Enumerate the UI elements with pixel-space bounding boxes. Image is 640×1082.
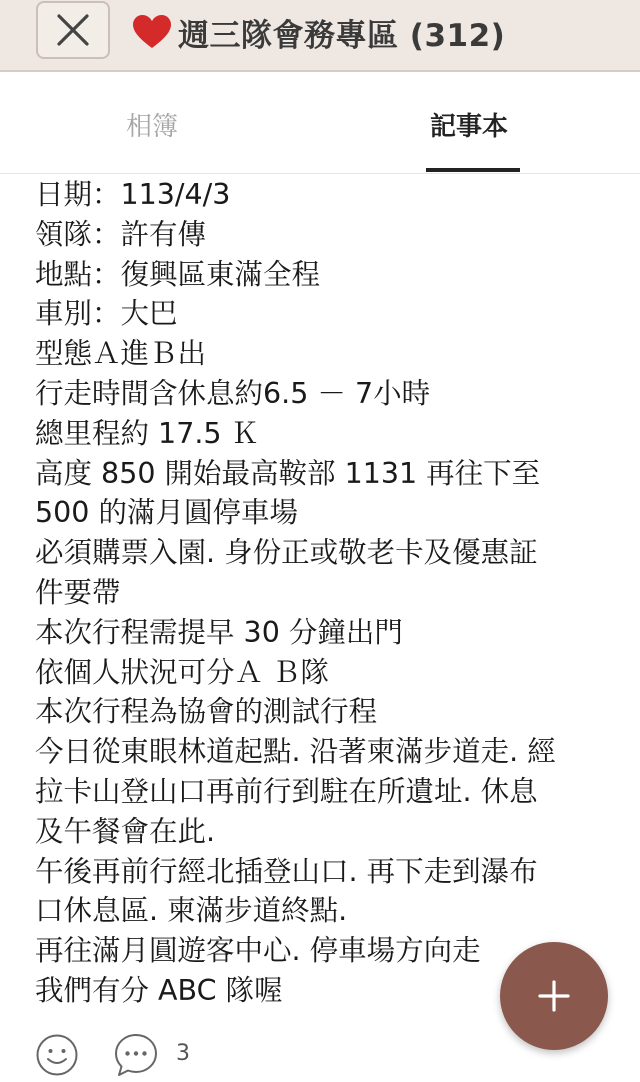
note-content <box>35 175 605 1011</box>
tab-bar <box>0 72 640 174</box>
note-line: 我們有分 ABC 隊喔 <box>35 973 283 1007</box>
header-bar <box>0 0 640 72</box>
note-line: 車別：大巴 <box>35 297 178 331</box>
note-line: 依個人狀況可分Ａ Ｂ隊 <box>35 655 330 689</box>
note-line: 型態Ａ進Ｂ出 <box>35 337 207 371</box>
note-line: 午後再前行經北插登山口. 再下走到瀑布 <box>35 854 538 888</box>
note-line: 拉卡山登山口再前行到駐在所遺址. 休息 <box>35 774 538 808</box>
page-title: 週三隊會務專區 (312) <box>178 17 506 54</box>
close-icon <box>56 13 90 47</box>
comment-count: 3 <box>176 1041 190 1066</box>
note-line: 本次行程需提早 30 分鐘出門 <box>35 615 403 649</box>
note-line: 再往滿月圓遊客中心. 停車場方向走 <box>35 934 481 968</box>
note-footer <box>0 1030 640 1082</box>
tab-album[interactable]: 相簿 <box>126 112 179 142</box>
heart-icon <box>132 14 172 50</box>
note-line: 500 的滿月圓停車場 <box>35 496 298 530</box>
note-line: 總里程約 17.5 Ｋ <box>35 416 260 450</box>
note-line: 行走時間含休息約6.5 － 7小時 <box>35 376 431 410</box>
title-group <box>132 10 505 54</box>
note-line: 領隊：許有傳 <box>35 217 207 251</box>
plus-icon <box>537 979 571 1013</box>
close-button[interactable] <box>36 1 110 59</box>
note-line: 地點：復興區東滿全程 <box>35 257 321 291</box>
note-line: 口休息區. 柬滿步道終點. <box>35 894 348 928</box>
smiley-icon[interactable] <box>35 1033 79 1077</box>
tab-notes[interactable]: 記事本 <box>430 112 509 142</box>
note-line: 本次行程為協會的測試行程 <box>35 695 378 729</box>
note-line: 高度 850 開始最高鞍部 1131 再往下至 <box>35 456 541 490</box>
note-line: 件要帶 <box>35 575 121 609</box>
note-line: 今日從東眼林道起點. 沿著柬滿步道走. 經 <box>35 735 556 769</box>
active-tab-indicator <box>426 168 520 172</box>
comment-icon[interactable] <box>113 1032 159 1078</box>
note-line: 日期：113/4/3 <box>35 178 231 211</box>
note-line: 必須購票入園. 身份正或敬老卡及優惠証 <box>35 536 538 570</box>
note-line: 及午餐會在此. <box>35 814 216 848</box>
